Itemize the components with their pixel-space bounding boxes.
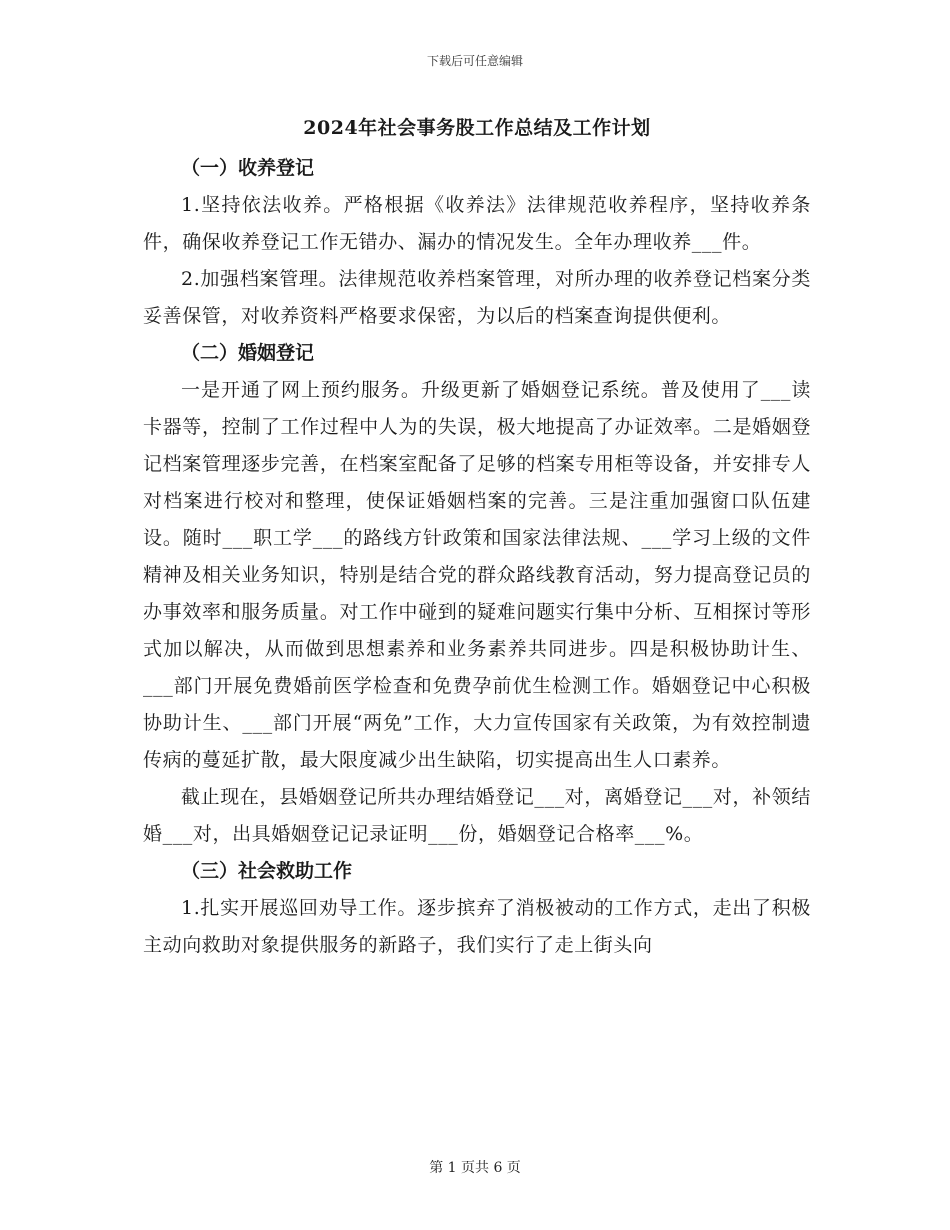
paragraph: 1.扎实开展巡回劝导工作。逐步摈弃了消极被动的工作方式，走出了积极主动向救助对象提供服务的新路子，我们实行了走上街头向	[143, 897, 811, 956]
paragraph: 2.加强档案管理。法律规范收养档案管理，对所办理的收养登记档案分类妥善保管，对收养资料严格要求保密，为以后的档案查询提供便利。	[143, 268, 811, 327]
section-heading-marriage: （二）婚姻登记	[181, 342, 315, 364]
document-body	[143, 112, 811, 964]
paragraph: 截止现在，县婚姻登记所共办理结婚登记___对，离婚登记___对，补领结婚___对，出具婚姻登记记录证明___份，婚姻登记合格率___%。	[143, 786, 811, 845]
paragraph: 1.坚持依法收养。严格根据《收养法》法律规范收养程序，坚持收养条件，确保收养登记工作无错办、漏办的情况发生。全年办理收养___件。	[143, 194, 811, 253]
section-heading-social-assistance: （三）社会救助工作	[181, 860, 353, 882]
paragraph: 一是开通了网上预约服务。升级更新了婚姻登记系统。普及使用了___读卡器等，控制了工作过程中人为的失误，极大地提高了办证效率。二是婚姻登记档案管理逐步完善，在档案室配备了足够的档案专用柜等设备，并安排专人对档案进行校对和整理，使保证婚姻档案的完善。三是注重加强窗口队伍建设。随时___职工学___的路线方针政策和国家法律法规、___学习上级的文件精神及相关业务知识，特别是结合党的群众路线教育活动，努力提高登记员的办事效率和服务质量。对工作中碰到的疑难问题实行集中分析、互相探讨等形式加以解决，从而做到思想素养和业务素养共同进步。四是积极协助计生、___部门开展免费婚前医学检查和免费孕前优生检测工作。婚姻登记中心积极协助计生、___部门开展“两免”工作，大力宣传国家有关政策，为有效控制遗传病的蔓延扩散，最大限度减少出生缺陷，切实提高出生人口素养。	[143, 379, 811, 771]
page-number: 第 1 页共 6 页	[429, 1160, 521, 1176]
header-note: 下载后可任意编辑	[426, 54, 523, 68]
document-title: 2024年社会事务股工作总结及工作计划	[303, 117, 651, 139]
section-heading-adoption: （一）收养登记	[181, 157, 315, 179]
